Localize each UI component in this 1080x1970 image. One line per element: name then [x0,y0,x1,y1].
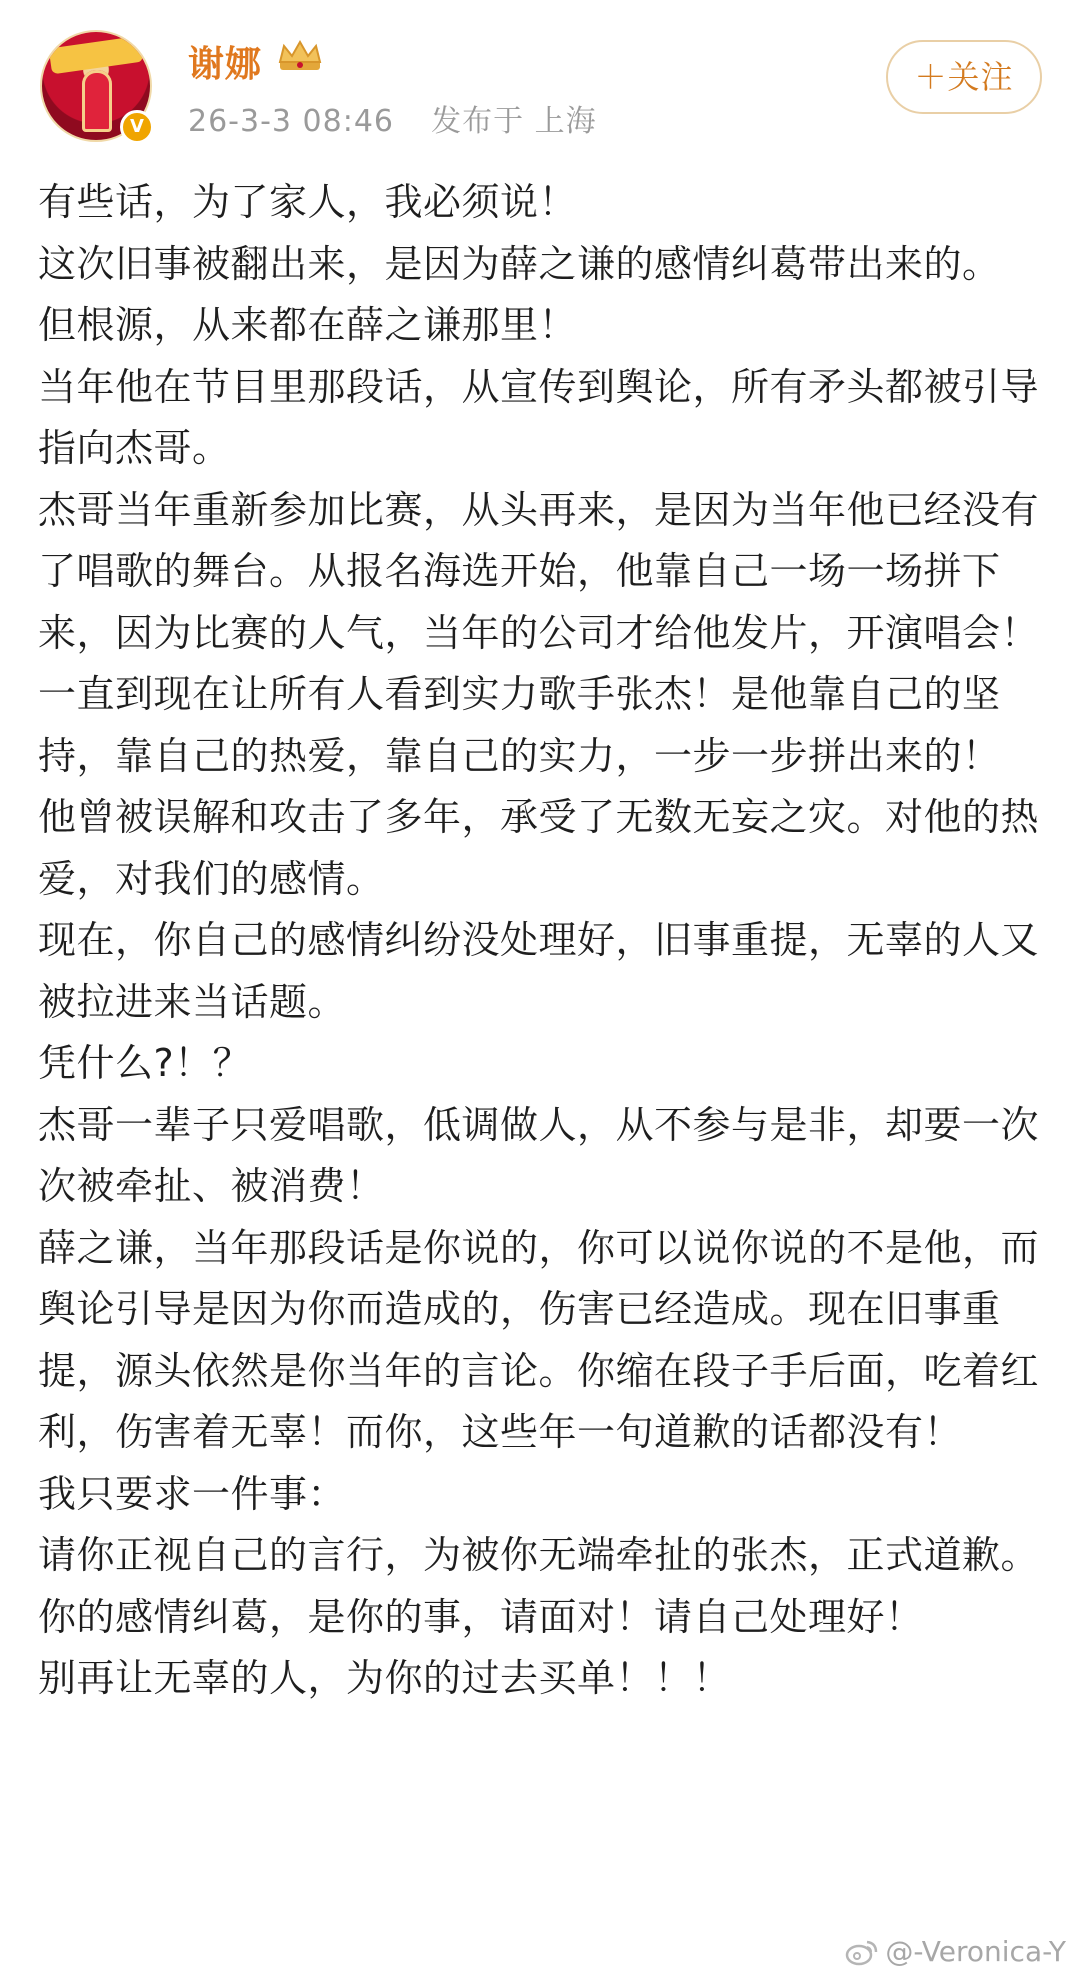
weibo-logo-icon [845,1938,879,1966]
paragraph: 杰哥当年重新参加比赛，从头再来，是因为当年他已经没有了唱歌的舞台。从报名海选开始，他靠自己一场一场拼下来，因为比赛的人气，当年的公司才给他发片，开演唱会！一直到现在让所有人看到实力歌手张杰！是他靠自己的坚持，靠自己的热爱，靠自己的实力，一步一步拼出来的！ [38,487,1040,778]
crown-icon [276,40,324,74]
watermark [845,1935,1066,1968]
watermark-text: @-Veronica-Y [885,1935,1066,1968]
paragraph: 我只要求一件事： [38,1471,347,1516]
post-header [0,0,1080,160]
paragraph: 薛之谦，当年那段话是你说的，你可以说你说的不是他，而舆论引导是因为你而造成的，伤害已经造成。现在旧事重提，源头依然是你当年的言论。你缩在段子手后面，吃着红利，伤害着无辜！而你，这些年一句道歉的话都没有！ [38,1225,1040,1454]
paragraph: 凭什么?！？ [38,1041,252,1085]
post-timestamp: 26-3-3 08:46 [188,104,394,139]
post-meta [188,96,597,140]
follow-button[interactable]: ＋关注 [886,40,1042,114]
avatar-figure [82,70,112,132]
paragraph: 他曾被误解和攻击了多年，承受了无数无妄之灾。对他的热爱，对我们的感情。 [38,795,1040,901]
paragraph: 现在，你自己的感情纠纷没处理好，旧事重提，无辜的人又被拉进来当话题。 [38,918,1040,1024]
username[interactable]: 谢娜 [188,44,263,85]
post-content [38,172,1048,1710]
paragraph: 当年他在节目里那段话，从宣传到舆论，所有矛头都被引导指向杰哥。 [38,364,1040,470]
paragraph: 这次旧事被翻出来，是因为薛之谦的感情纠葛带出来的。 [38,241,1001,286]
paragraph: 别再让无辜的人，为你的过去买单！！！ [38,1656,732,1700]
paragraph: 请你正视自己的言行，为被你无端牵扯的张杰，正式道歉。 [38,1533,1040,1577]
verified-badge-icon: V [120,110,154,144]
avatar-banner [49,36,144,75]
post-location: 发布于 上海 [431,104,597,139]
paragraph: 杰哥一辈子只爱唱歌，低调做人，从不参与是非，却要一次次被牵扯、被消费！ [38,1102,1040,1208]
paragraph: 有些话，为了家人，我必须说！ [38,180,578,224]
paragraph: 你的感情纠葛，是你的事，请面对！请自己处理好！ [38,1594,924,1639]
paragraph: 但根源，从来都在薛之谦那里！ [38,303,578,347]
